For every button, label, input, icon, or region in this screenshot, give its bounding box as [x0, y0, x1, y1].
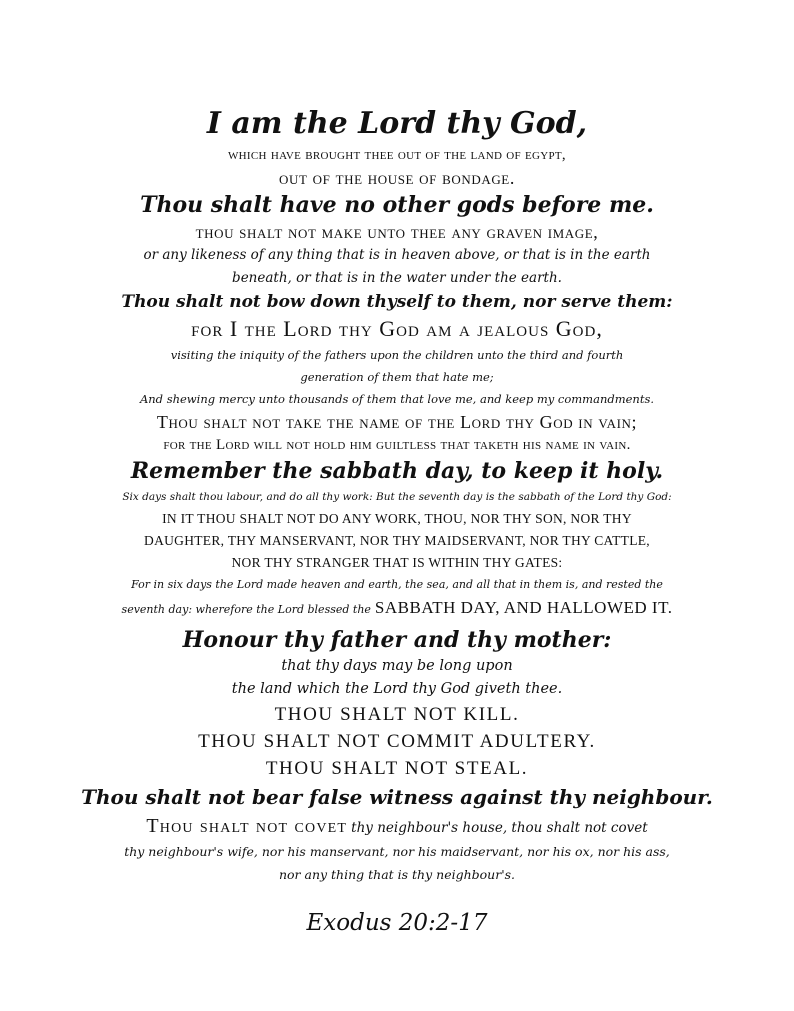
text-line: thy neighbour's wife, nor his manservant, nor his maidservant, nor his ox, nor his ass, — [124, 844, 670, 859]
text-line: beneath, or that is in the water under the earth. — [232, 270, 562, 286]
text-line: nor any thing that is thy neighbour's. — [278, 867, 516, 882]
text-line: DAUGHTER, THY MANSERVANT, NOR THY MAIDSERVANT, NOR THY CATTLE, — [144, 533, 650, 548]
text-line: NOR THY STRANGER THAT IS WITHIN THY GATES: — [231, 555, 563, 570]
ten-commandments-text — [0, 104, 794, 938]
commandment-not-adultery: THOU SHALT NOT COMMIT ADULTERY. — [198, 731, 596, 752]
text-line: And shewing mercy unto thousands of them that love me, and keep my commandments. — [139, 392, 655, 406]
text-line — [0, 812, 794, 840]
text-line: for I the Lord thy God am a jealous God, — [191, 316, 603, 341]
text-line: IN IT THOU SHALT NOT DO ANY WORK, THOU, NOR THY SON, NOR THY — [162, 511, 632, 526]
text-line: thou shalt not make unto thee any graven image, — [195, 222, 599, 242]
text-line: which have brought thee out of the land of egypt, — [228, 147, 566, 163]
text-line: that thy days may be long upon — [281, 658, 513, 674]
commandment-honour-parents: Honour thy father and thy mother: — [182, 627, 612, 653]
text-fragment: seventh day: wherefore the Lord blessed the — [121, 603, 371, 616]
text-line: the land which the Lord thy God giveth thee. — [231, 681, 563, 697]
text-line: For in six days the Lord made heaven and earth, the sea, and all that in them is, and rested the — [131, 578, 663, 591]
text-line: Thou shalt not bow down thyself to them, nor serve them: — [121, 292, 673, 312]
commandment-sabbath: Remember the sabbath day, to keep it holy. — [130, 458, 664, 484]
text-line: for the Lord will not hold him guiltless that taketh his name in vain. — [163, 437, 631, 453]
commandment-false-witness: Thou shalt not bear false witness against thy neighbour. — [81, 785, 713, 809]
commandment-not-covet: Thou shalt not covet — [146, 815, 348, 837]
commandment-name-in-vain: Thou shalt not take the name of the Lord thy God in vain; — [156, 412, 638, 432]
text-line: visiting the iniquity of the fathers upon the children unto the third and fourth — [170, 348, 624, 362]
text-line: or any likeness of any thing that is in heaven above, or that is in the earth — [143, 247, 651, 263]
text-line — [0, 596, 794, 621]
text-line: generation of them that hate me; — [300, 370, 494, 384]
text-line: Six days shalt thou labour, and do all thy work: But the seventh day is the sabbath of the Lord thy God: — [122, 491, 672, 503]
commandment-not-steal: THOU SHALT NOT STEAL. — [265, 758, 529, 779]
scripture-reference: Exodus 20:2-17 — [306, 910, 488, 936]
commandment-not-kill: THOU SHALT NOT KILL. — [274, 704, 520, 725]
heading-lord-thy-god: I am the Lord thy God, — [206, 106, 588, 141]
commandment-no-other-gods: Thou shalt have no other gods before me. — [140, 192, 654, 218]
text-fragment: thy neighbour's house, thou shalt not covet — [351, 820, 648, 836]
text-line: out of the house of bondage. — [279, 168, 515, 188]
spacer — [0, 886, 794, 908]
text-fragment: SABBATH DAY, AND HALLOWED IT. — [374, 598, 673, 617]
